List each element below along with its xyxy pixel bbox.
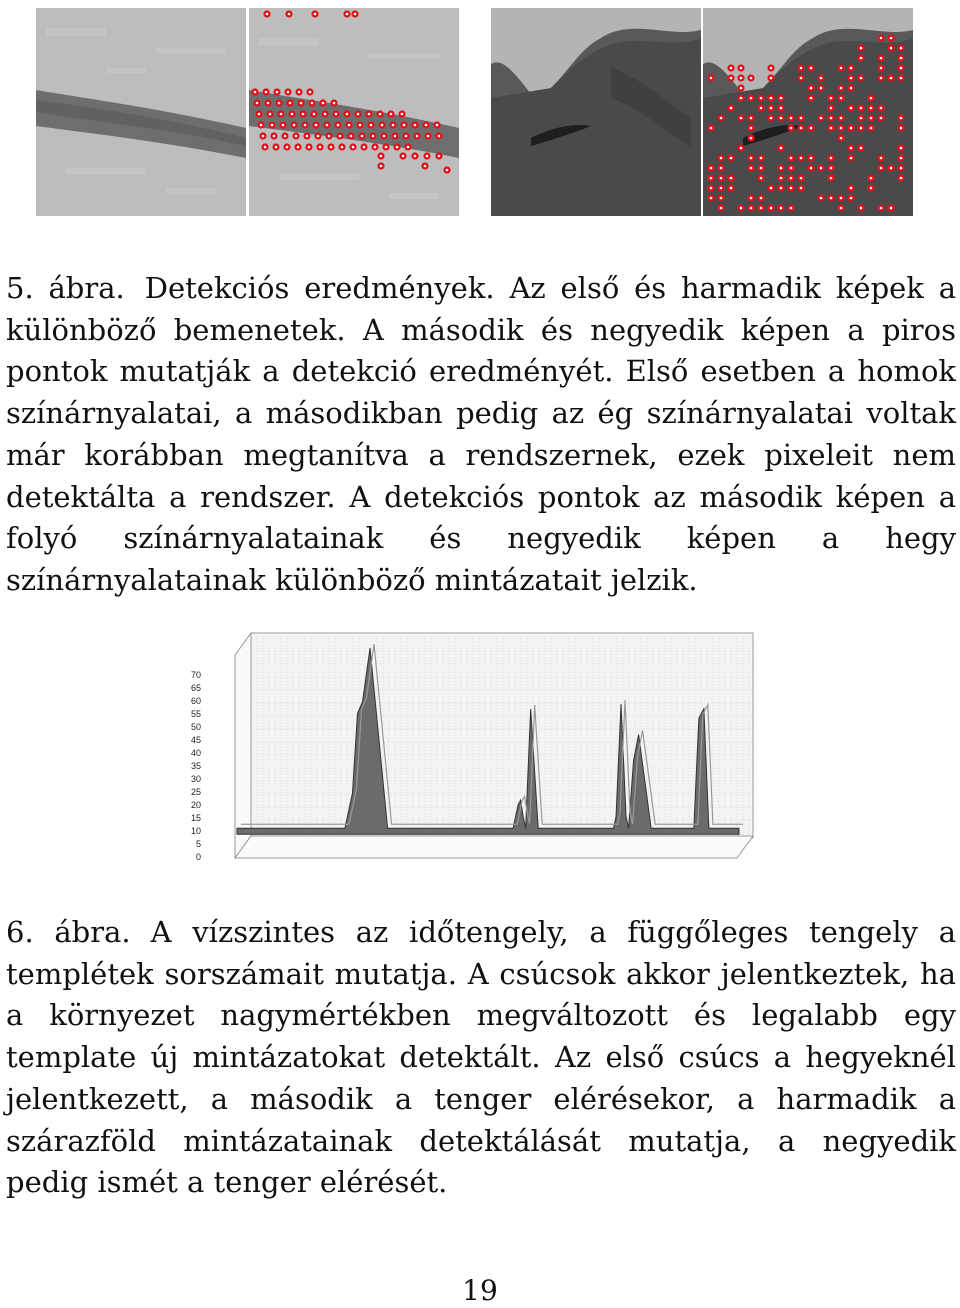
detection-dot-core	[293, 124, 296, 127]
detection-dot-core	[850, 197, 853, 200]
detection-dot-core	[326, 124, 329, 127]
detection-dot-core	[361, 135, 364, 138]
detection-dot-core	[820, 167, 823, 170]
detection-dot-core	[275, 146, 278, 149]
figure6-chart	[185, 628, 765, 868]
detection-dot-core	[380, 165, 383, 168]
detection-dot-core	[760, 97, 763, 100]
detection-dot-core	[790, 187, 793, 190]
detection-dot-core	[256, 102, 259, 105]
detection-dot-core	[385, 146, 388, 149]
detection-dot-core	[341, 146, 344, 149]
detection-dot-core	[850, 127, 853, 130]
detection-dot-core	[760, 107, 763, 110]
detection-dot-core	[372, 135, 375, 138]
detection-dot-core	[780, 97, 783, 100]
detection-dot-core	[810, 97, 813, 100]
detection-dot-core	[730, 67, 733, 70]
detection-dot-core	[380, 155, 383, 158]
detection-dot-core	[780, 107, 783, 110]
figure6-caption-text: A vízszintes az időtengely, a függőleges tengely a templétek sorszámait mutatja. A csúcsok akkor jelentkeztek, ha a környezet nagymértékben megváltozott és legalabb egy template új mintázatokat detektált. Az első csúcs a hegyeknél jelentkezett, a második a tenger elérésekor, a harmadik a szárazföld mintázatainak detektálását mutatja, a negyedik pedig ismét a tenger elérését.	[6, 915, 956, 1200]
detection-dot-core	[860, 77, 863, 80]
detection-dot-core	[300, 102, 303, 105]
detection-dot-core	[276, 91, 279, 94]
detection-dot-core	[403, 124, 406, 127]
detection-dot-core	[800, 157, 803, 160]
detection-dot-core	[780, 147, 783, 150]
detection-dot-core	[860, 147, 863, 150]
detection-dot-core	[790, 127, 793, 130]
chart-y-tick-label: 25	[190, 787, 201, 797]
detection-dot-core	[278, 102, 281, 105]
detection-dot-core	[890, 77, 893, 80]
detection-dot-core	[348, 124, 351, 127]
detection-dot-core	[780, 177, 783, 180]
detection-dot-core	[306, 135, 309, 138]
detection-dot-core	[890, 37, 893, 40]
detection-dot-core	[850, 107, 853, 110]
detection-dot-core	[750, 167, 753, 170]
detection-dot-core	[264, 146, 267, 149]
detection-dot-core	[850, 77, 853, 80]
detection-dot-core	[820, 117, 823, 120]
detection-dot-core	[760, 197, 763, 200]
detection-dot-core	[870, 187, 873, 190]
detection-dot-core	[900, 67, 903, 70]
detection-dot-core	[354, 13, 357, 16]
detection-dot-core	[830, 107, 833, 110]
detection-dot-core	[315, 124, 318, 127]
detection-dot-core	[740, 117, 743, 120]
detection-dot-core	[770, 117, 773, 120]
detection-dot-core	[800, 77, 803, 80]
detection-dot-core	[870, 97, 873, 100]
detection-dot-core	[287, 91, 290, 94]
detection-dot-core	[359, 124, 362, 127]
detection-dot-core	[850, 187, 853, 190]
detection-dot-core	[760, 177, 763, 180]
detection-dot-core	[379, 113, 382, 116]
chart-y-tick-label: 30	[190, 774, 201, 784]
detection-dot-core	[402, 155, 405, 158]
detection-dot-core	[392, 124, 395, 127]
detection-dot-core	[860, 107, 863, 110]
chart-y-tick-label: 5	[195, 839, 201, 849]
detection-dot-core	[750, 207, 753, 210]
detection-dot-core	[436, 124, 439, 127]
detection-dot-core	[720, 157, 723, 160]
chart-y-tick-label: 50	[190, 722, 201, 732]
detection-dot-core	[390, 113, 393, 116]
detection-dot-core	[269, 113, 272, 116]
detection-dot-core	[830, 167, 833, 170]
detection-dot-core	[880, 167, 883, 170]
detection-dot-core	[900, 117, 903, 120]
detection-dot-core	[346, 13, 349, 16]
detection-dot-core	[800, 187, 803, 190]
detection-dot-core	[880, 67, 883, 70]
detection-dot-core	[730, 177, 733, 180]
detection-dot-core	[780, 187, 783, 190]
detection-dot-core	[446, 169, 449, 172]
detection-dot-core	[750, 77, 753, 80]
detection-dot-core	[880, 157, 883, 160]
detection-dot-core	[286, 146, 289, 149]
detection-dot-core	[830, 97, 833, 100]
detection-dot-core	[890, 167, 893, 170]
detection-dot-core	[335, 113, 338, 116]
detection-dot-core	[770, 207, 773, 210]
detection-dot-core	[374, 146, 377, 149]
detection-dot-core	[740, 87, 743, 90]
detection-dot-core	[438, 135, 441, 138]
detection-dot-core	[266, 13, 269, 16]
detection-dot-core	[710, 177, 713, 180]
detection-dot-core	[427, 135, 430, 138]
detection-dot-core	[860, 127, 863, 130]
detection-dot-core	[880, 57, 883, 60]
detection-dot-core	[304, 124, 307, 127]
detection-dot-core	[770, 97, 773, 100]
detection-dot-core	[820, 197, 823, 200]
detection-dot-core	[330, 146, 333, 149]
detection-dot-core	[760, 157, 763, 160]
detection-dot-core	[840, 207, 843, 210]
detection-dot-core	[740, 77, 743, 80]
detection-dot-core	[357, 113, 360, 116]
detection-dot-core	[438, 155, 441, 158]
detection-dot-core	[265, 91, 268, 94]
detection-dot-core	[720, 177, 723, 180]
detection-dot-core	[880, 117, 883, 120]
detection-dot-core	[810, 67, 813, 70]
detection-dot-core	[319, 146, 322, 149]
detection-dot-core	[790, 207, 793, 210]
detection-dot-core	[810, 167, 813, 170]
detection-dot-core	[900, 77, 903, 80]
detection-dot-core	[860, 47, 863, 50]
detection-dot-core	[750, 127, 753, 130]
detection-dot-core	[750, 197, 753, 200]
detection-dot-core	[297, 146, 300, 149]
detection-dot-core	[730, 107, 733, 110]
detection-dot-core	[740, 147, 743, 150]
detection-dot-core	[810, 157, 813, 160]
detection-dot-core	[363, 146, 366, 149]
detection-dot-core	[870, 127, 873, 130]
detection-dot-core	[416, 135, 419, 138]
detection-dot-core	[840, 117, 843, 120]
detection-dot-core	[840, 137, 843, 140]
detection-dot-core	[333, 102, 336, 105]
detection-dot-core	[850, 67, 853, 70]
chart-y-tick-label: 10	[190, 826, 201, 836]
detection-dot-core	[271, 124, 274, 127]
chart-y-tick-label: 60	[190, 696, 201, 706]
detection-dot-core	[720, 197, 723, 200]
detection-dot-core	[830, 157, 833, 160]
detection-dot-core	[425, 124, 428, 127]
detection-dot-core	[730, 77, 733, 80]
detection-dot-core	[289, 102, 292, 105]
detection-dot-core	[820, 87, 823, 90]
detection-dot-core	[710, 127, 713, 130]
detection-dot-core	[262, 135, 265, 138]
detection-dot-core	[890, 207, 893, 210]
detection-dot-core	[710, 187, 713, 190]
detection-dot-core	[880, 77, 883, 80]
detection-dot-core	[313, 113, 316, 116]
detection-dot-core	[288, 13, 291, 16]
detection-dot-core	[317, 135, 320, 138]
detection-dot-core	[900, 127, 903, 130]
detection-dot-core	[760, 207, 763, 210]
detection-dot-core	[760, 167, 763, 170]
detection-dot-core	[720, 187, 723, 190]
detection-dot-core	[710, 197, 713, 200]
detection-dot-core	[900, 157, 903, 160]
detection-dot-core	[870, 117, 873, 120]
chart-y-tick-label: 20	[190, 800, 201, 810]
detection-dot-core	[314, 13, 317, 16]
detection-dot-core	[840, 197, 843, 200]
detection-dot-core	[383, 135, 386, 138]
chart-back-wall	[251, 633, 753, 838]
chart-y-tick-label: 55	[190, 709, 201, 719]
detection-dot-core	[840, 97, 843, 100]
detection-dot-core	[720, 117, 723, 120]
detection-dot-core	[284, 135, 287, 138]
detection-dot-core	[790, 157, 793, 160]
detection-dot-core	[820, 77, 823, 80]
detection-dot-core	[720, 207, 723, 210]
detection-dot-core	[790, 177, 793, 180]
page-number: 19	[462, 1274, 498, 1307]
detection-dot-core	[280, 113, 283, 116]
detection-dot-core	[339, 135, 342, 138]
detection-dot-core	[401, 113, 404, 116]
detection-dot-core	[770, 77, 773, 80]
detection-dot-core	[800, 67, 803, 70]
detection-dot-core	[880, 207, 883, 210]
detection-dot-core	[750, 117, 753, 120]
detection-dot-core	[860, 57, 863, 60]
figure6-caption	[6, 912, 956, 1204]
detection-dot-core	[770, 187, 773, 190]
detection-dot-core	[309, 91, 312, 94]
detection-dot-core	[740, 207, 743, 210]
detection-dot-core	[254, 91, 257, 94]
detection-dot-core	[258, 113, 261, 116]
chart-y-tick-label: 15	[190, 813, 201, 823]
detection-dot-core	[260, 124, 263, 127]
detection-dot-core	[790, 167, 793, 170]
detection-dot-core	[890, 47, 893, 50]
detection-dot-core	[414, 155, 417, 158]
detection-dot-core	[381, 124, 384, 127]
detection-dot-core	[302, 113, 305, 116]
detection-dot-core	[900, 177, 903, 180]
figure5-image-river-detection	[249, 8, 459, 216]
detection-dot-core	[295, 135, 298, 138]
figure5-image-river-input	[36, 8, 246, 216]
detection-dot-core	[810, 87, 813, 90]
detection-dot-core	[800, 117, 803, 120]
detection-dot-core	[830, 117, 833, 120]
detection-dot-core	[740, 97, 743, 100]
detection-dot-core	[790, 117, 793, 120]
detection-dot-core	[346, 113, 349, 116]
detection-dot-core	[840, 67, 843, 70]
detection-dot-core	[860, 117, 863, 120]
detection-dot-core	[800, 127, 803, 130]
chart-y-tick-label: 0	[195, 852, 201, 862]
detection-dot-core	[740, 67, 743, 70]
detection-dot-core	[396, 146, 399, 149]
detection-dot-core	[780, 117, 783, 120]
detection-dot-core	[352, 146, 355, 149]
detection-dot-core	[900, 47, 903, 50]
detection-dot-core	[850, 147, 853, 150]
chart-y-tick-label: 70	[190, 670, 201, 680]
chart-y-tick-label: 65	[190, 683, 201, 693]
detection-dot-core	[870, 107, 873, 110]
detection-dot-core	[407, 146, 410, 149]
detection-dot-core	[368, 113, 371, 116]
figure5-image-mountain-detection	[703, 8, 913, 216]
detection-dot-core	[370, 124, 373, 127]
detection-dot-core	[810, 127, 813, 130]
detection-dot-core	[298, 91, 301, 94]
detection-dot-core	[720, 167, 723, 170]
detection-dot-core	[900, 167, 903, 170]
detection-dot-core	[394, 135, 397, 138]
figure5-caption-label: 5. ábra.	[6, 271, 125, 305]
detection-dot-core	[840, 87, 843, 90]
detection-dot-core	[291, 113, 294, 116]
detection-dot-core	[730, 157, 733, 160]
detection-dot-core	[324, 113, 327, 116]
detection-dot-core	[900, 57, 903, 60]
detection-dot-core	[426, 155, 429, 158]
detection-dot-core	[750, 137, 753, 140]
detection-dot-core	[800, 177, 803, 180]
detection-dot-core	[860, 207, 863, 210]
chart-floor	[235, 836, 753, 858]
detection-dot-core	[850, 87, 853, 90]
chart-y-tick-label: 45	[190, 735, 201, 745]
detection-dot-core	[780, 167, 783, 170]
figure6-caption-label: 6. ábra.	[6, 915, 131, 949]
detection-dot-core	[730, 187, 733, 190]
detection-dot-core	[870, 177, 873, 180]
detection-dot-core	[750, 97, 753, 100]
detection-dot-core	[282, 124, 285, 127]
detection-dot-core	[322, 102, 325, 105]
detection-dot-core	[750, 157, 753, 160]
figure5-caption	[6, 268, 956, 602]
detection-dot-core	[267, 102, 270, 105]
detection-dot-core	[830, 177, 833, 180]
detection-dot-core	[414, 124, 417, 127]
detection-dot-core	[308, 146, 311, 149]
figure5-caption-text: Detekciós eredmények. Az első és harmadik képek a különböző bemenetek. A második és negyedik képen a piros pontok mutatják a detekció eredményét. Első esetben a homok színárnyalatai, a másodikban pedig az ég színárnyalatai voltak már korábban megtanítva a rendszernek, ezek pixeleit nem detektálta a rendszer. A detekciós pontok az második képen a folyó színárnyalatainak és negyedik képen a hegy színárnyalatainak különböző mintázatait jelzik.	[6, 271, 956, 597]
figure5-image-mountain-input	[491, 8, 701, 216]
detection-dot-core	[710, 77, 713, 80]
detection-dot-core	[337, 124, 340, 127]
detection-dot-core	[880, 37, 883, 40]
detection-dot-core	[770, 107, 773, 110]
detection-dot-core	[328, 135, 331, 138]
detection-dot-core	[424, 165, 427, 168]
detection-dot-core	[770, 67, 773, 70]
chart-y-tick-label: 35	[190, 761, 201, 771]
detection-dot-core	[710, 167, 713, 170]
detection-dot-core	[780, 207, 783, 210]
detection-dot-core	[405, 135, 408, 138]
detection-dot-core	[830, 197, 833, 200]
chart-y-tick-label: 40	[190, 748, 201, 758]
detection-dot-core	[350, 135, 353, 138]
detection-dot-core	[311, 102, 314, 105]
detection-dot-core	[830, 127, 833, 130]
detection-dot-core	[900, 147, 903, 150]
detection-dot-core	[840, 127, 843, 130]
detection-dot-core	[273, 135, 276, 138]
detection-dot-core	[880, 107, 883, 110]
detection-dot-core	[850, 157, 853, 160]
